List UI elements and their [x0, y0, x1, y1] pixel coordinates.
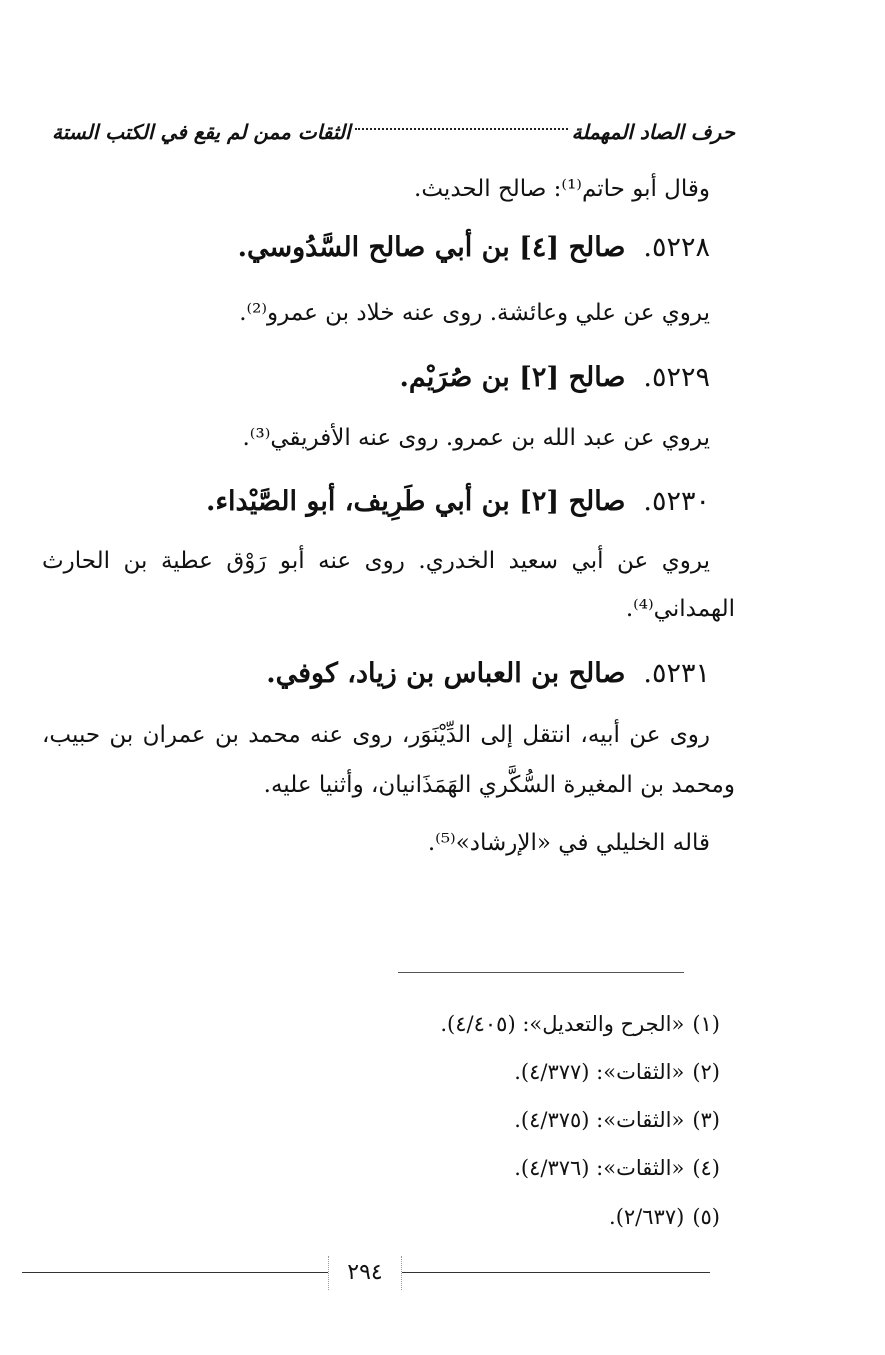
text-line: يروي عن أبي سعيد الخدري. روى عنه أبو رَوْق عطية بن الحارث	[42, 548, 710, 574]
footnote	[514, 1108, 720, 1132]
header-dot-leader	[355, 128, 568, 130]
entry-number: ٥٢٢٨.	[643, 232, 710, 263]
entry-title: صالح بن العباس بن زياد، كوفي.	[266, 658, 626, 689]
text-line: قاله الخليلي في «الإرشاد»⁽⁵⁾.	[427, 830, 710, 856]
footnote-text: «الثقات»: (٤/٣٧٦).	[514, 1156, 685, 1180]
entry-title: صالح [٤] بن أبي صالح السَّدُوسي.	[237, 232, 626, 263]
footnote	[514, 1060, 720, 1084]
footnote-text: «الثقات»: (٤/٣٧٥).	[514, 1108, 685, 1132]
footnote-number: (٤)	[692, 1156, 720, 1180]
footnote	[514, 1156, 720, 1180]
footnote	[440, 1012, 720, 1036]
text-line: يروي عن عبد الله بن عمرو. روى عنه الأفريقي⁽³⁾.	[242, 425, 710, 451]
text-line: يروي عن علي وعائشة. روى عنه خلاد بن عمرو⁽²⁾.	[239, 300, 710, 326]
footnote	[609, 1205, 720, 1229]
footnote-text: (٢/٦٣٧).	[609, 1205, 685, 1229]
entry-title: صالح [٢] بن صُرَيْم.	[399, 362, 626, 393]
footer-rule-right	[400, 1272, 710, 1273]
header-chapter: حرف الصاد المهملة	[571, 120, 735, 144]
footnote-number: (٥)	[692, 1205, 720, 1229]
entry-title: صالح [٢] بن أبي طَرِيف، أبو الصَّيْداء.	[205, 486, 626, 517]
entry-5231	[266, 658, 710, 689]
entry-number: ٥٢٣١.	[643, 658, 710, 689]
footnote-text: «الثقات»: (٤/٣٧٧).	[514, 1060, 685, 1084]
footnote-number: (١)	[692, 1012, 720, 1036]
entry-number: ٥٢٢٩.	[643, 362, 710, 393]
footnote-separator	[398, 972, 684, 973]
entry-5229	[400, 362, 710, 393]
entry-5228	[238, 232, 710, 263]
footnote-number: (٢)	[692, 1060, 720, 1084]
text-line: ومحمد بن المغيرة السُّكَّري الهَمَذَانيان، وأثنيا عليه.	[263, 772, 735, 798]
entry-5230	[206, 486, 710, 517]
running-header	[52, 116, 735, 148]
page-number: ٢٩٤	[328, 1256, 402, 1290]
footnote-number: (٣)	[692, 1108, 720, 1132]
header-book-title: الثقات ممن لم يقع في الكتب الستة	[52, 120, 351, 144]
footnote-text: «الجرح والتعديل»: (٤/٤٠٥).	[440, 1012, 685, 1036]
text-line: الهمداني⁽⁴⁾.	[625, 596, 735, 622]
text-line: وقال أبو حاتم⁽¹⁾: صالح الحديث.	[414, 176, 710, 202]
footer-rule-left	[22, 1272, 328, 1273]
entry-number: ٥٢٣٠.	[643, 486, 710, 517]
text-line: روى عن أبيه، انتقل إلى الدِّيْنَوَر، روى عنه محمد بن عمران بن حبيب،	[42, 722, 710, 748]
